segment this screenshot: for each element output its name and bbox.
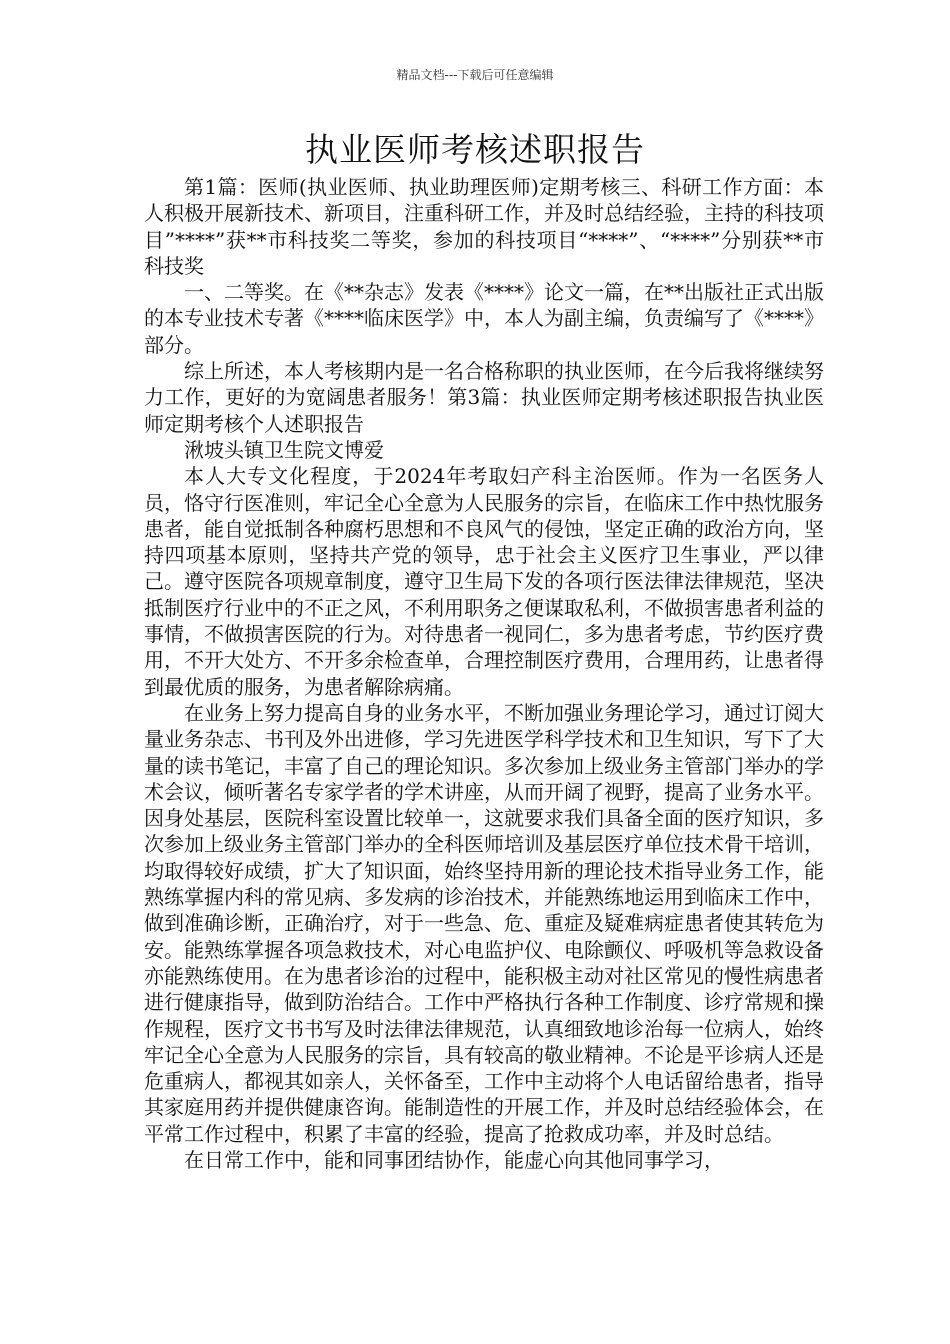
paragraph: 在业务上努力提高自身的业务水平，不断加强业务理论学习，通过订阅大量业务杂志、书刊及外出进修，学习先进医学科学技术和卫生知识，写下了大量的读书笔记，丰富了自己的理论知识。多次参加上级业务主管部门举办的学术会议，倾听著名专家学者的学术讲座，从而开阔了视野，提高了业务水平。因身处基层，医院科室设置比较单一，这就要求我们具备全面的医疗知识，多次参加上级业务主管部门举办的全科医师培训及基层医疗单位技术骨干培训，均取得较好成绩，扩大了知识面，始终坚持用新的理论技术指导业务工作，能熟练掌握内科的常见病、多发病的诊治技术，并能熟练地运用到临床工作中，做到准确诊断，正确治疗，对于一些急、危、重症及疑难病症患者使其转危为安。能熟练掌握各项急救技术，对心电监护仪、电除颤仪、呼吸机等急救设备亦能熟练使用。在为患者诊治的过程中，能积极主动对社区常见的慢性病患者进行健康指导，做到防治结合。工作中严格执行各种工作制度、诊疗常规和操作规程，医疗文书书写及时法律法律规范，认真细致地诊治每一位病人，始终牢记全心全意为人民服务的宗旨，具有较高的敬业精神。不论是平诊病人还是危重病人，都视其如亲人，关怀备至，工作中主动将个人电话留给患者，指导其家庭用药并提供健康咨询。能制造性的开展工作，并及时总结经验体会，在平常工作过程中，积累了丰富的经验，提高了抢救成功率，并及时总结。: [144, 700, 824, 1146]
paragraph: 综上所述，本人考核期内是一名合格称职的执业医师，在今后我将继续努力工作，更好的为宽阔患者服务！第3篇：执业医师定期考核述职报告执业医师定期考核个人述职报告: [144, 359, 824, 436]
page-header: 精品文档---下载后可任意编辑: [396, 68, 554, 82]
paragraph: 第1篇：医师(执业医师、执业助理医师)定期考核三、科研工作方面：本人积极开展新技术、新项目，注重科研工作，并及时总结经验，主持的科技项目”****”获**市科技奖二等奖，参加的科技项目“****”、“****”分别获**市科技奖: [144, 175, 824, 278]
paragraph: 在日常工作中，能和同事团结协作，能虚心向其他同事学习，: [184, 1147, 724, 1172]
author-line: 湫坡头镇卫生院文博爱: [184, 437, 384, 462]
document-title: 执业医师考核述职报告: [305, 130, 645, 169]
paragraph: 一、二等奖。在《**杂志》发表《****》论文一篇，在**出版社正式出版的本专业技术专著《****临床医学》中，本人为副主编，负责编写了《****》部分。: [144, 280, 824, 357]
document-body: [144, 174, 824, 1173]
paragraph: 本人大专文化程度，于2024年考取妇产科主治医师。作为一名医务人员，恪守行医准则，牢记全心全意为人民服务的宗旨，在临床工作中热忱服务患者，能自觉抵制各种腐朽思想和不良风气的侵蚀，坚定正确的政治方向，坚持四项基本原则，坚持共产党的领导，忠于社会主义医疗卫生事业，严以律己。遵守医院各项规章制度，遵守卫生局下发的各项行医法律法律规范，坚决抵制医疗行业中的不正之风，不利用职务之便谋取私利，不做损害患者利益的事情，不做损害医院的行为。对待患者一视同仁，多为患者考虑，节约医疗费用，不开大处方、不开多余检查单，合理控制医疗费用，合理用药，让患者得到最优质的服务，为患者解除病痛。: [144, 464, 824, 699]
